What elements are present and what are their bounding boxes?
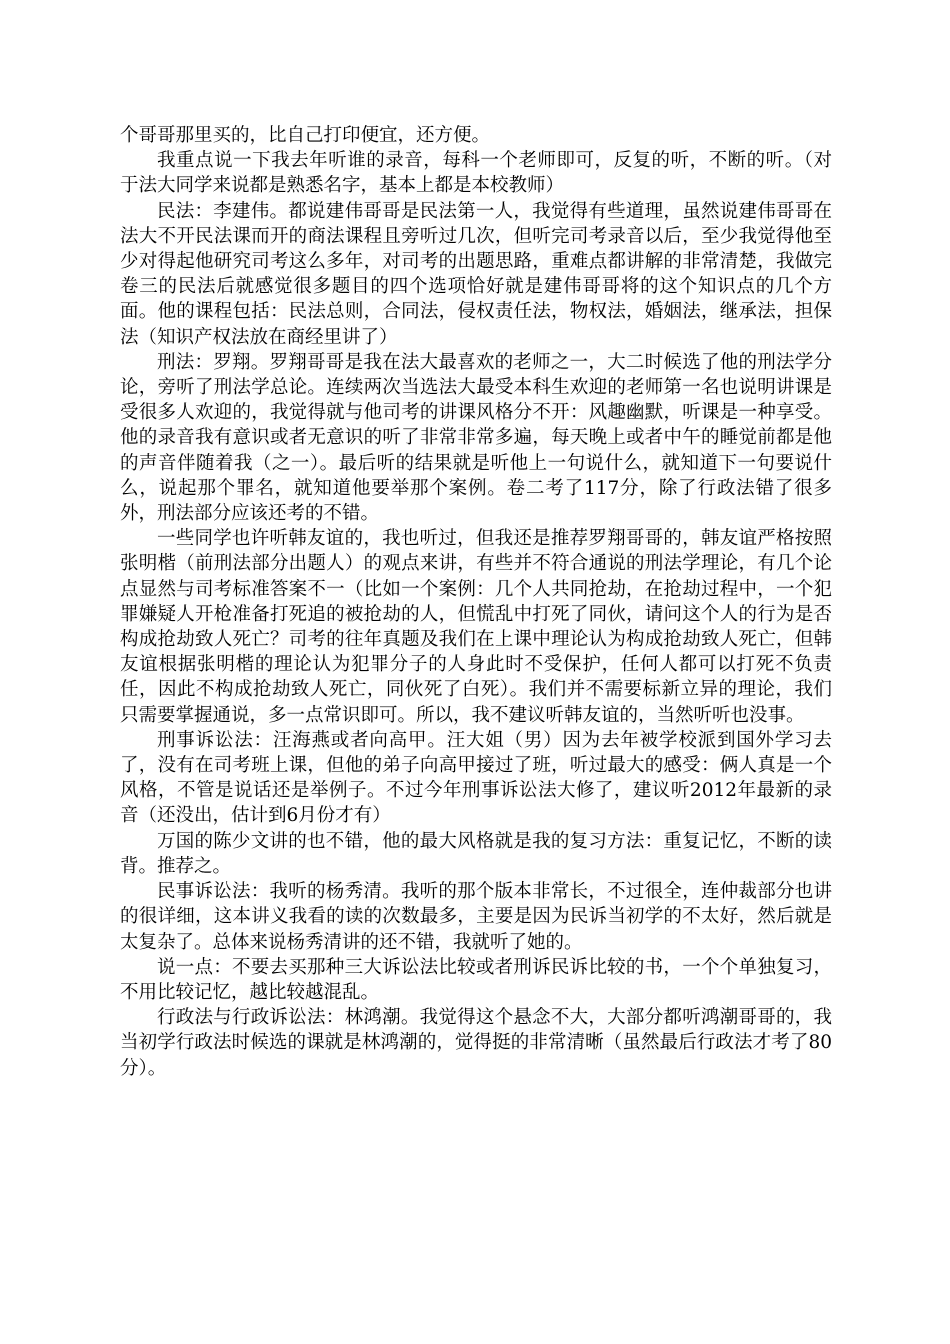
paragraph-advice: 说一点：不要去买那种三大诉讼法比较或者刑诉民诉比较的书，一个个单独复习，不用比较记忆，越比较越混乱。 — [120, 956, 832, 1003]
paragraph-civil-procedure: 民事诉讼法：我听的杨秀清。我听的那个版本非常长，不过很全，连仲裁部分也讲的很详细，这本讲义我看的读的次数最多，主要是因为民诉当初学的不太好，然后就是太复杂了。总体来说杨秀清讲的还不错，我就听了她的。 — [120, 881, 832, 953]
paragraph-administrative-law: 行政法与行政诉讼法：林鸿潮。我觉得这个悬念不大，大部分都听鸿潮哥哥的，我当初学行政法时候选的课就是林鸿潮的，觉得挺的非常清晰（虽然最后行政法才考了80分）。 — [120, 1007, 832, 1079]
paragraph-intro: 我重点说一下我去年听谁的录音，每科一个老师即可，反复的听，不断的听。（对于法大同学来说都是熟悉名字，基本上都是本校教师） — [120, 150, 832, 197]
paragraph-criminal-procedure: 刑事诉讼法：汪海燕或者向高甲。汪大姐（男）因为去年被学校派到国外学习去了，没有在司考班上课，但他的弟子向高甲接过了班，听过最大的感受：俩人真是一个风格，不管是说话还是举例子。不过今年刑事诉讼法大修了，建议听2012年最新的录音（还没出，估计到6月份才有） — [120, 729, 832, 827]
paragraph-criminal-law: 刑法：罗翔。罗翔哥哥是我在法大最喜欢的老师之一，大二时候选了他的刑法学分论，旁听了刑法学总论。连续两次当选法大最受本科生欢迎的老师第一名也说明讲课是受很多人欢迎的，我觉得就与他司考的讲课风格分不开：风趣幽默，听课是一种享受。他的录音我有意识或者无意识的听了非常非常多遍，每天晚上或者中午的睡觉前都是他的声音伴随着我（之一）。最后听的结果就是听他上一句说什么，就知道下一句要说什么，说起那个罪名，就知道他要举那个案例。卷二考了117分，除了行政法错了很多外，刑法部分应该还考的不错。 — [120, 351, 832, 525]
paragraph-civil-law: 民法：李建伟。都说建伟哥哥是民法第一人，我觉得有些道理，虽然说建伟哥哥在法大不开民法课而开的商法课程且旁听过几次，但听完司考录音以后，至少我觉得他至少对得起他研究司考这么多年，对司考的出题思路，重难点都讲解的非常清楚，我做完卷三的民法后就感觉很多题目的四个选项恰好就是建伟哥哥将的这个知识点的几个方面。他的课程包括：民法总则，合同法，侵权责任法，物权法，婚姻法，继承法，担保法（知识产权法放在商经里讲了） — [120, 200, 832, 348]
paragraph-han-youyi: 一些同学也许听韩友谊的，我也听过，但我还是推荐罗翔哥哥的，韩友谊严格按照张明楷（前刑法部分出题人）的观点来讲，有些并不符合通说的刑法学理论，有几个论点显然与司考标准答案不一（比如一个案例：几个人共同抢劫，在抢劫过程中，一个犯罪嫌疑人开枪准备打死追的被抢劫的人，但慌乱中打死了同伙，请问这个人的行为是否构成抢劫致人死亡？司考的往年真题及我们在上课中理论认为构成抢劫致人死亡，但韩友谊根据张明楷的理论认为犯罪分子的人身此时不受保护，任何人都可以打死不负责任，因此不构成抢劫致人死亡，同伙死了白死）。我们并不需要标新立异的理论，我们只需要掌握通说，多一点常识即可。所以，我不建议听韩友谊的，当然听听也没事。 — [120, 528, 832, 726]
document-body — [120, 123, 832, 1081]
paragraph-continuation: 个哥哥那里买的，比自己打印便宜，还方便。 — [120, 125, 491, 146]
paragraph-chen-shaowen: 万国的陈少文讲的也不错，他的最大风格就是我的复习方法：重复记忆，不断的读背。推荐之。 — [120, 830, 832, 877]
